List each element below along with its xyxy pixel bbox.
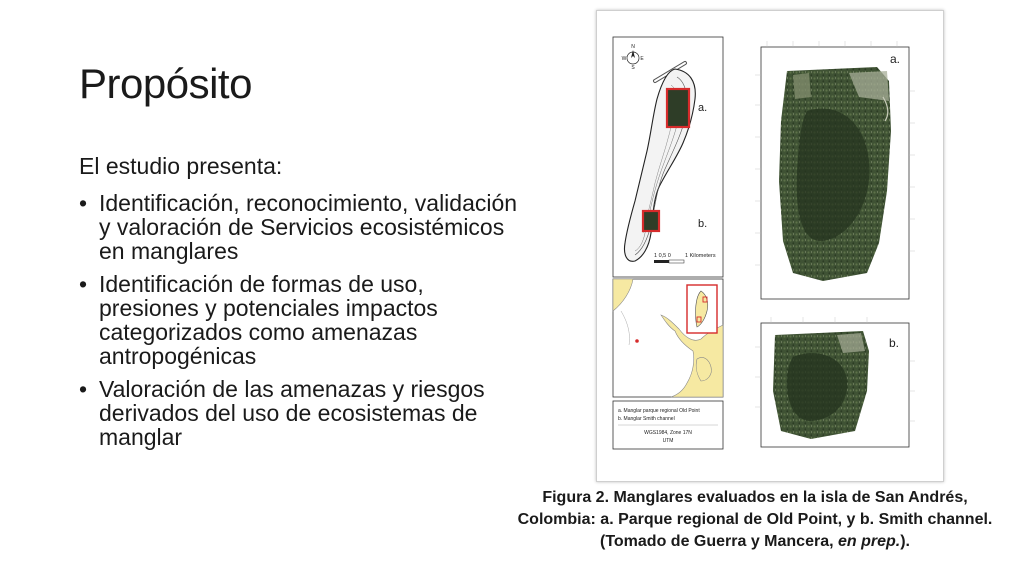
bullet-item xyxy=(79,377,519,449)
overview-label-a: a. xyxy=(698,102,708,114)
location-inset-map xyxy=(613,279,723,397)
panel-b-label: b. xyxy=(889,336,900,350)
bullet-list xyxy=(79,191,519,458)
bullet-text: Identificación, reconocimiento, validación y valoración de Servicios ecosistémicos en manglares xyxy=(99,190,518,264)
bullet-item xyxy=(79,272,519,368)
bullet-text: Identificación de formas de uso, presiones y potenciales impactos categorizados como amenazas antropogénicas xyxy=(99,271,438,369)
bullet-marker: • xyxy=(79,271,88,297)
caption-italic: en prep. xyxy=(837,533,901,550)
satellite-panel-b xyxy=(755,317,915,447)
bullet-marker: • xyxy=(79,190,88,216)
projection-line-1: WGS1984, Zone 17N xyxy=(644,430,692,436)
slide-title: Propósito xyxy=(79,60,252,107)
legend-line-2: b. Manglar Smith channel xyxy=(618,416,675,422)
bullet-item xyxy=(79,191,519,263)
compass-n: N xyxy=(631,44,635,50)
panel-a-label: a. xyxy=(890,52,901,66)
compass-w: W xyxy=(621,56,627,62)
map-figure-graphic xyxy=(597,11,943,481)
scale-bar xyxy=(654,253,716,263)
caption-end: ). xyxy=(900,533,910,550)
caption-text: Figura 2. Manglares evaluados en la isla de San Andrés, Colombia: a. Parque regional de Old Point, y b. Smith channel. (Tomado de Guerra y Mancera, xyxy=(517,489,993,550)
projection-line-2: UTM xyxy=(662,438,674,444)
map-figure xyxy=(596,10,944,482)
intro-text: El estudio presenta: xyxy=(79,153,283,179)
legend-line-1: a. Manglar parque regional Old Point xyxy=(618,408,700,414)
figure-caption xyxy=(505,487,1005,553)
north-arrow-icon xyxy=(622,44,645,71)
compass-s: S xyxy=(631,65,635,71)
map-legend xyxy=(613,401,723,449)
bullet-marker: • xyxy=(79,376,88,402)
scale-unit: 1 Kilometers xyxy=(685,253,716,259)
satellite-panel-a xyxy=(755,41,915,299)
scale-numbers: 1 0,5 0 xyxy=(654,253,671,259)
island-overview-map xyxy=(613,37,723,277)
compass-e: E xyxy=(640,56,644,62)
bullet-text: Valoración de las amenazas y riesgos derivados del uso de ecosistemas de manglar xyxy=(99,376,485,450)
overview-label-b: b. xyxy=(698,218,708,230)
